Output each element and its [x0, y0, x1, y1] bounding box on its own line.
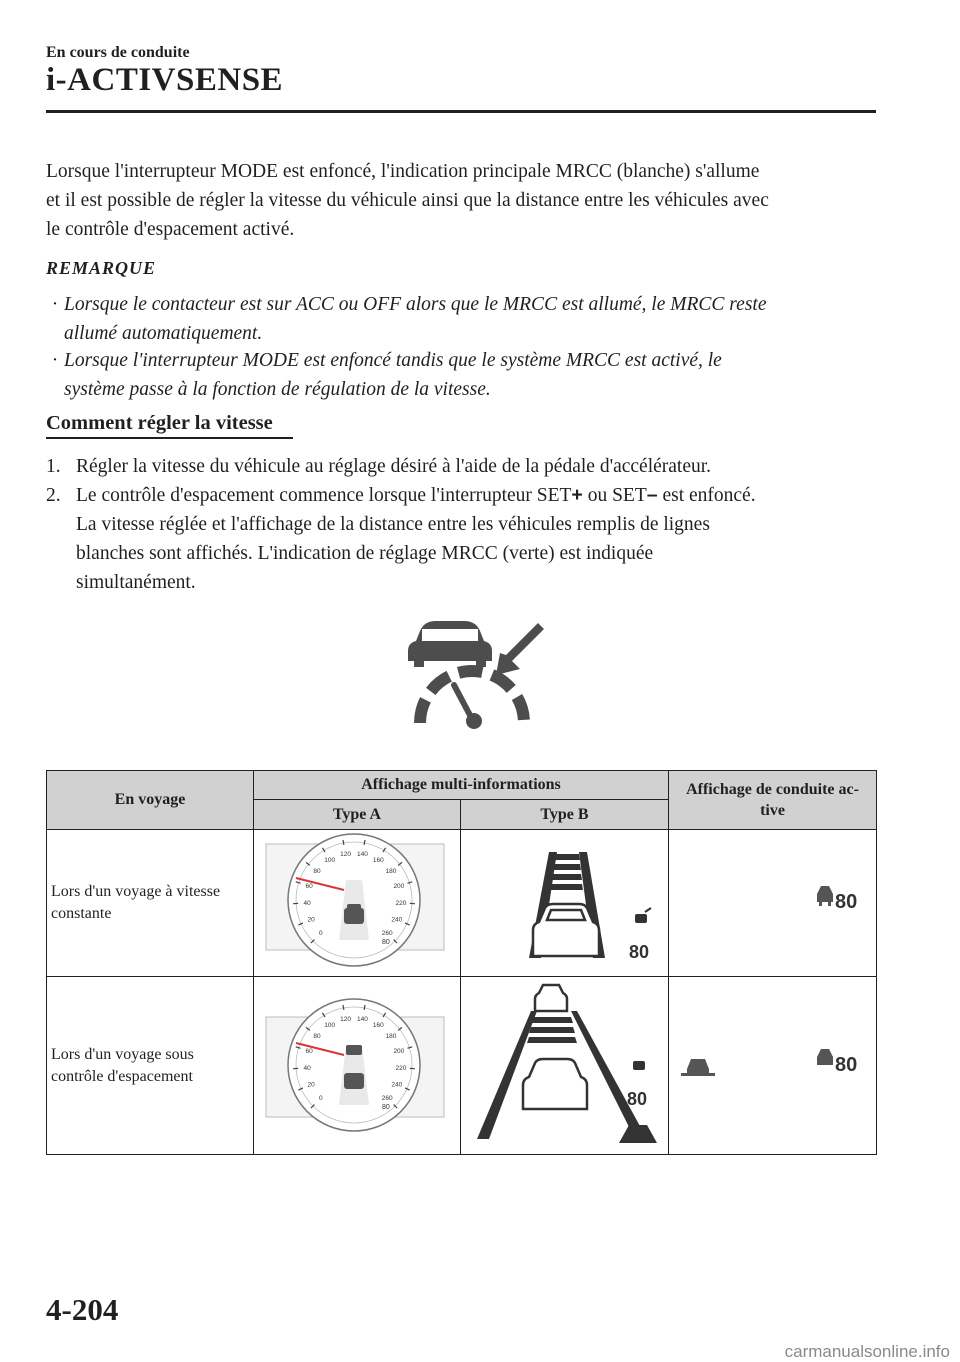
- gauge-tick-label: 100: [324, 1021, 336, 1029]
- hud-cell: [669, 830, 876, 976]
- step-2: [46, 481, 876, 597]
- step-text: Régler la vitesse du véhicule au réglage désiré à l'aide de la pédale d'accélérateur.: [76, 456, 712, 477]
- intro-line: Lorsque l'interrupteur MODE est enfoncé, l'indication principale MRCC (blanche) s'allume: [46, 161, 760, 182]
- note-heading: REMARQUE: [46, 258, 157, 278]
- gauge-tick-label: 240: [391, 916, 403, 924]
- speed-value: 80: [627, 1089, 648, 1109]
- note-item: [46, 290, 876, 348]
- gauge-tick-label: 20: [307, 1081, 315, 1089]
- intro-line: le contrôle d'espacement activé.: [46, 219, 295, 240]
- gauge-tick-label: 180: [385, 1033, 397, 1041]
- intro-paragraph: [46, 157, 876, 244]
- speed-value: 80: [835, 891, 858, 913]
- gauge-tick-label: 160: [372, 1021, 384, 1029]
- gauge-tick-label: 220: [395, 1064, 407, 1072]
- page-number: 4-204: [46, 1292, 119, 1327]
- row-label: [47, 830, 254, 977]
- gauge-tick-label: 60: [305, 1048, 313, 1056]
- speed-value: 80: [629, 942, 650, 962]
- type-b-display: [461, 830, 669, 977]
- step-text: La vitesse réglée et l'affichage de la distance entre les véhicules remplis de lignes: [76, 514, 710, 535]
- mrcc-display-table: [46, 770, 877, 1155]
- row-label-text: constante: [51, 905, 112, 922]
- header-active-driving-display: [669, 771, 877, 830]
- page-title: i-ACTIVSENSE: [46, 62, 284, 98]
- step-text: blanches sont affichés. L'indication de réglage MRCC (verte) est indiquée: [76, 543, 654, 564]
- hud-cell: [669, 977, 876, 1154]
- gauge-tick-label: 220: [395, 899, 407, 907]
- gauge-tick-label: 200: [393, 1048, 405, 1056]
- gauge-tick-label: 20: [307, 916, 315, 924]
- section-label: En cours de conduite: [46, 44, 190, 61]
- header-en-voyage: En voyage: [47, 771, 254, 830]
- bullet-dot: ·: [51, 294, 59, 315]
- type-b-display: [461, 977, 669, 1155]
- plus-icon: +: [571, 484, 583, 506]
- step-text: simultanément.: [76, 572, 196, 593]
- gauge-tick-label: 140: [357, 1015, 368, 1023]
- minus-icon: –: [646, 484, 658, 506]
- gauge-tick-label: 120: [340, 1015, 351, 1023]
- header-multi-info: Affichage multi-informations: [254, 771, 669, 800]
- note-text: Lorsque le contacteur est sur ACC ou OFF alors que le MRCC est allumé, le MRCC reste: [64, 294, 767, 315]
- row-label-text: Lors d'un voyage sous: [51, 1045, 194, 1063]
- watermark: carmanualsonline.info: [784, 1342, 950, 1361]
- gauge-tick-label: 160: [372, 856, 384, 864]
- gauge-tick-label: 60: [305, 883, 313, 891]
- step-text: est enfoncé.: [657, 485, 756, 506]
- gauge-tick-label: 260: [381, 1095, 393, 1103]
- speed-value: 80: [382, 939, 390, 946]
- gauge-tick-label: 80: [313, 1033, 321, 1041]
- gauge-tick-label: 260: [381, 930, 393, 938]
- hud-image: [669, 977, 875, 1149]
- gauge-tick-label: 40: [303, 899, 311, 907]
- speed-value: 80: [382, 1104, 390, 1111]
- step-text: Le contrôle d'espacement commence lorsque l'interrupteur SET: [76, 485, 572, 506]
- gauge-tick-label: 0: [318, 1095, 323, 1103]
- step-number: 2.: [46, 485, 61, 506]
- lane-display-image: [461, 830, 668, 971]
- gauge-tick-label: 180: [385, 868, 397, 876]
- speed-value: 80: [835, 1054, 858, 1076]
- gauge-tick-label: 40: [303, 1064, 311, 1072]
- subheading: Comment régler la vitesse: [46, 412, 273, 434]
- mrcc-set-indicator-icon: [392, 615, 552, 735]
- row-label: [47, 977, 254, 1155]
- table-row: [47, 830, 877, 977]
- gauge-tick-label: 120: [340, 850, 351, 858]
- subheading-underline: [46, 437, 293, 439]
- lane-display-image: [461, 977, 668, 1149]
- speedometer-image: [254, 977, 459, 1149]
- table-row: [47, 977, 877, 1155]
- active-driving-display: [669, 977, 877, 1155]
- header-type-b: Type B: [461, 800, 669, 830]
- row-label-text: contrôle d'espacement: [51, 1067, 193, 1085]
- row-label-text: Lors d'un voyage à vitesse: [51, 883, 221, 900]
- header-type-a: Type A: [254, 800, 461, 830]
- type-a-display: [254, 830, 461, 977]
- note-text: Lorsque l'interrupteur MODE est enfoncé tandis que le système MRCC est activé, le: [64, 350, 722, 371]
- header-text: tive: [760, 802, 785, 819]
- bullet-dot: ·: [51, 350, 59, 371]
- gauge-tick-label: 200: [393, 883, 405, 891]
- speedometer-image: [254, 830, 459, 971]
- title-rule: [46, 110, 876, 113]
- gauge-tick-label: 0: [318, 930, 323, 938]
- header-text: Affichage de conduite ac-: [686, 781, 859, 798]
- note-item: [46, 346, 876, 404]
- step-number: 1.: [46, 456, 61, 477]
- gauge-tick-label: 100: [324, 856, 336, 864]
- step-1: [46, 452, 876, 481]
- intro-line: et il est possible de régler la vitesse du véhicule ainsi que la distance entre les véhicules avec: [46, 190, 769, 211]
- gauge-tick-label: 240: [391, 1081, 403, 1089]
- note-text: allumé automatiquement.: [64, 323, 263, 344]
- hud-image: [669, 830, 875, 971]
- active-driving-display: [669, 830, 877, 977]
- step-text: ou SET: [582, 485, 647, 506]
- gauge-tick-label: 80: [313, 868, 321, 876]
- note-text: système passe à la fonction de régulation de la vitesse.: [64, 379, 491, 400]
- gauge-tick-label: 140: [357, 850, 368, 858]
- type-a-display: [254, 977, 461, 1155]
